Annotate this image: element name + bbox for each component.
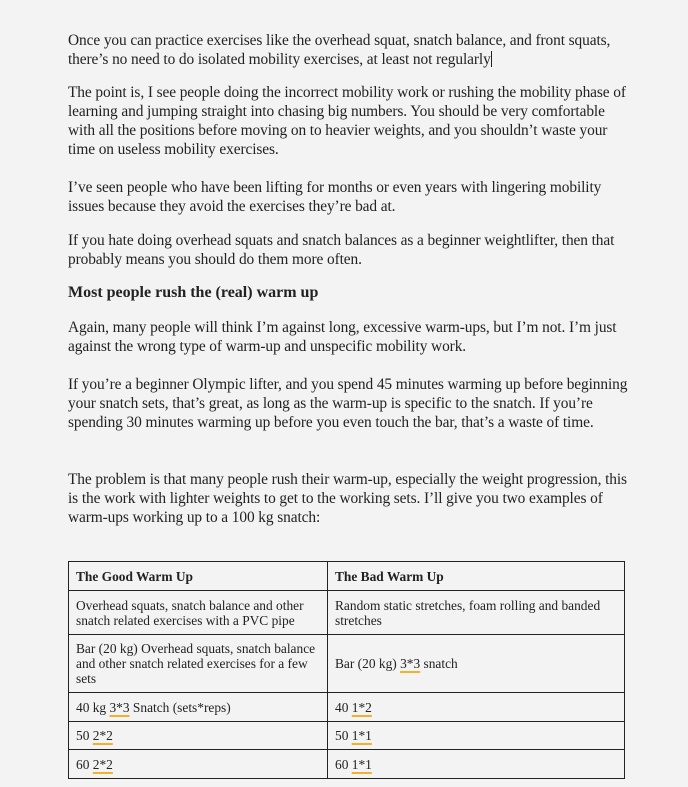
paragraph: The point is, I see people doing the incorrect mobility work or rushing the mobility phase of learning and jumping straight into chasing big numbers. You should be very comfortable with all the positions before moving on to heavier weights, and you shouldn’t waste your time on useless mobility exercises. xyxy=(68,84,626,158)
flagged-text[interactable]: 3*3 xyxy=(400,656,421,671)
cell-text: 40 xyxy=(335,699,352,715)
cell-text: Overhead squats, snatch balance and other snatch related exercises with a PVC pipe xyxy=(76,597,304,628)
cell-text: 60 xyxy=(76,756,93,772)
flagged-text[interactable]: 2*2 xyxy=(92,756,113,772)
cell-text: Bar (20 kg) xyxy=(335,656,401,671)
cell-text: 40 kg xyxy=(76,699,110,715)
table-cell xyxy=(69,693,328,722)
table-cell xyxy=(69,635,328,693)
paragraph: I’ve seen people who have been lifting for months or even years with lingering mobility issues because they avoid the exercises they’re bad at. xyxy=(68,179,602,215)
flagged-text[interactable]: 3*3 xyxy=(109,699,130,715)
flagged-text[interactable]: 1*2 xyxy=(351,699,372,715)
warmup-comparison-table xyxy=(68,561,625,779)
table-cell xyxy=(328,693,625,722)
paragraph: The problem is that many people rush their warm-up, especially the weight progression, this is the work with lighter weights to get to the working sets. I’ll give you two examples of warm-ups working up to a 100 kg snatch: xyxy=(68,471,627,526)
flagged-text[interactable]: 1*1 xyxy=(351,756,372,772)
flagged-text[interactable]: 2*2 xyxy=(92,728,113,743)
cell-text: Random static stretches, foam rolling and banded stretches xyxy=(335,597,601,628)
table-row xyxy=(69,693,625,722)
cell-text: Snatch (sets*reps) xyxy=(129,699,231,715)
table-row xyxy=(69,750,625,779)
table-cell xyxy=(69,750,328,779)
cell-text: Bar (20 kg) Overhead squats, snatch balance and other snatch related exercises for a few sets xyxy=(76,641,316,686)
table-cell xyxy=(328,635,625,693)
header-bad-warmup: The Bad Warm Up xyxy=(328,562,625,591)
paragraph[interactable] xyxy=(68,31,630,69)
cell-text: 60 xyxy=(335,756,352,772)
table-row xyxy=(69,722,625,750)
flagged-text[interactable]: 1*1 xyxy=(351,728,372,743)
table-header-row xyxy=(69,562,625,591)
table-cell xyxy=(328,722,625,750)
cell-text: 50 xyxy=(76,728,93,743)
table-row xyxy=(69,635,625,693)
header-good-warmup: The Good Warm Up xyxy=(69,562,328,591)
paragraph: If you hate doing overhead squats and snatch balances as a beginner weightlifter, then that probably means you should do them more often. xyxy=(68,232,615,268)
table-row xyxy=(69,591,625,635)
paragraph-text: Once you can practice exercises like the overhead squat, snatch balance, and front squats, there’s no need to do isolated mobility exercises, at least not regularly xyxy=(68,32,611,68)
table-cell xyxy=(69,722,328,750)
table-cell xyxy=(69,591,328,635)
table-cell xyxy=(328,750,625,779)
paragraph: If you’re a beginner Olympic lifter, and you spend 45 minutes warming up before beginning your snatch sets, that’s great, as long as the warm-up is specific to the snatch. If you’re spending 30 minutes warming up before you even touch the bar, that’s a waste of time. xyxy=(68,376,628,431)
section-heading: Most people rush the (real) warm up xyxy=(68,284,319,301)
cell-text: snatch xyxy=(420,656,458,671)
text-cursor xyxy=(491,51,492,67)
paragraph: Again, many people will think I’m against long, excessive warm-ups, but I’m not. I’m just against the wrong type of warm-up and unspecific mobility work. xyxy=(68,319,617,355)
table-cell xyxy=(328,591,625,635)
cell-text: 50 xyxy=(335,728,352,743)
